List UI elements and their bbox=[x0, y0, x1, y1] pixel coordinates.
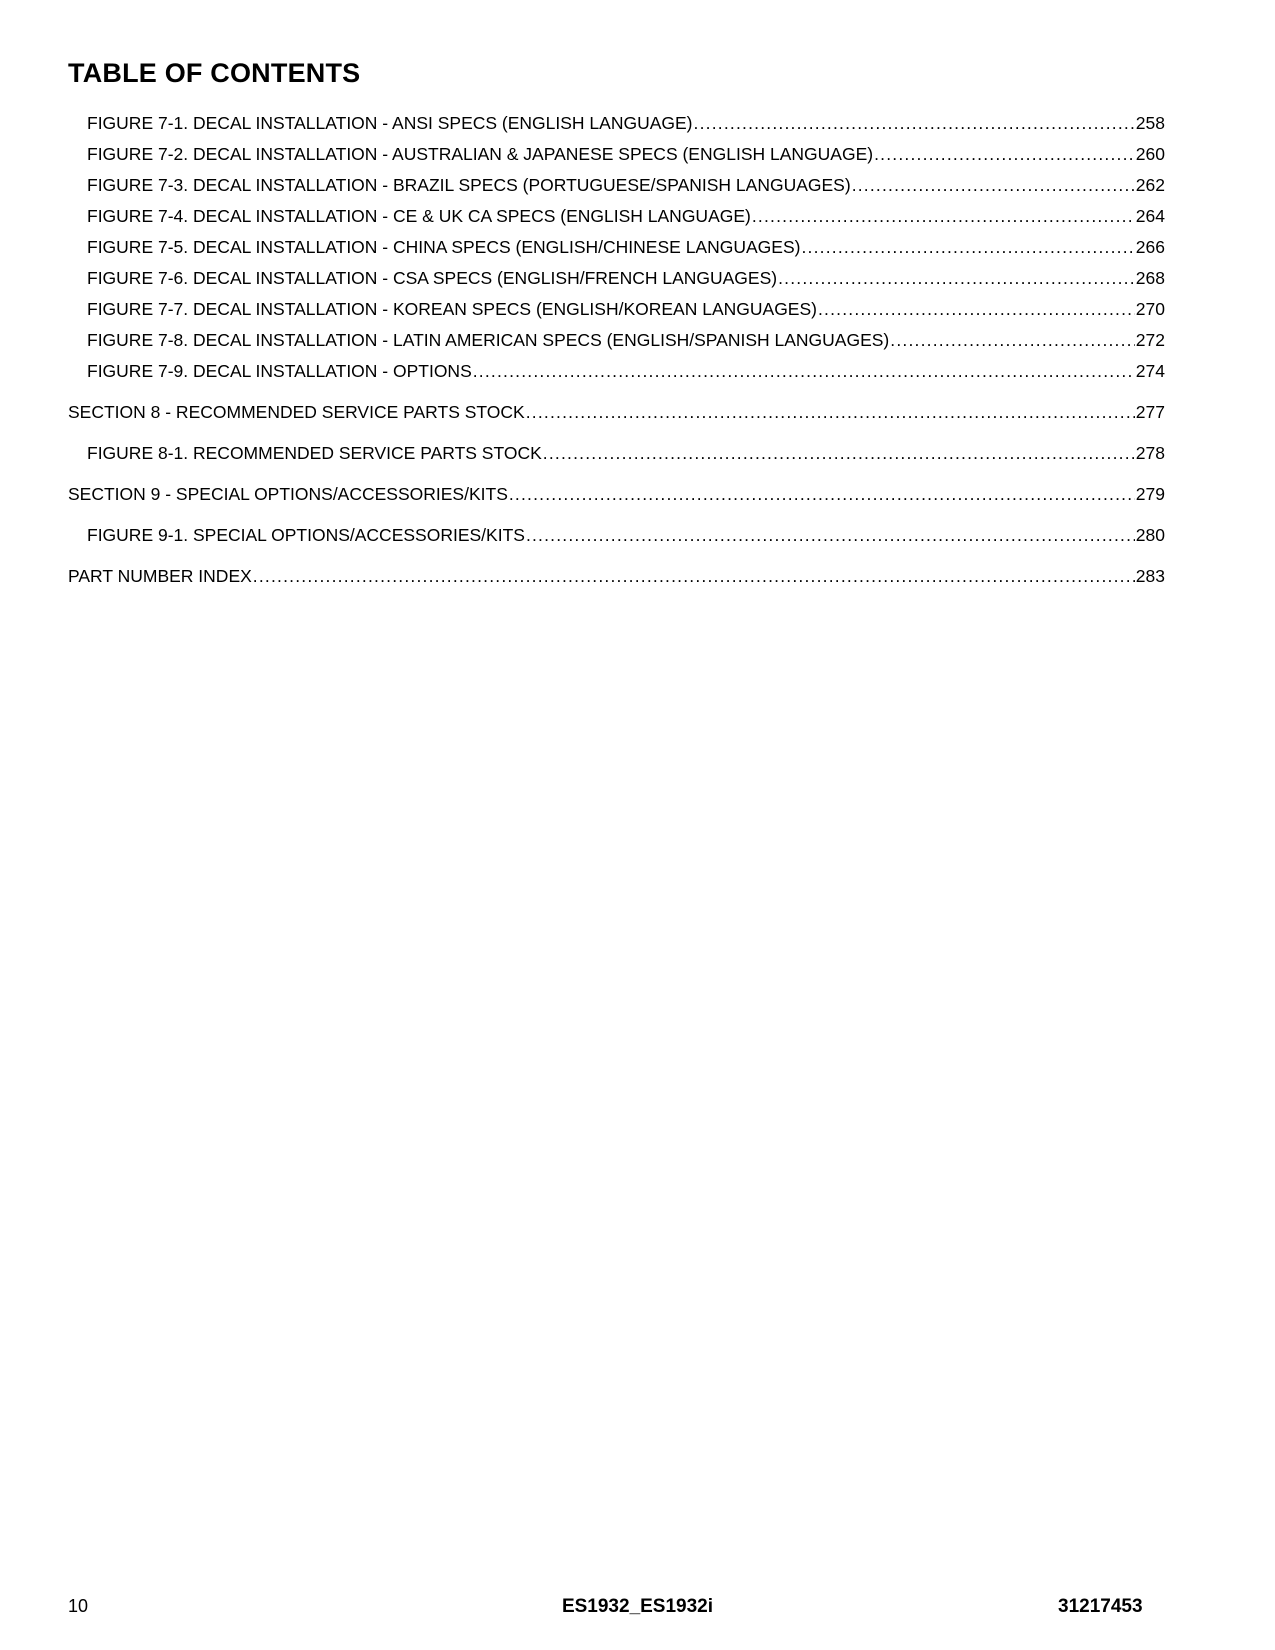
toc-entry-title: FIGURE 8-1. RECOMMENDED SERVICE PARTS STOCK bbox=[87, 443, 542, 463]
dot-leader bbox=[473, 360, 1135, 382]
dot-leader bbox=[801, 236, 1134, 258]
toc-entry-title: SECTION 8 - RECOMMENDED SERVICE PARTS STOCK bbox=[68, 402, 525, 422]
toc-entry-title: FIGURE 7-3. DECAL INSTALLATION - BRAZIL SPECS (PORTUGUESE/SPANISH LANGUAGES) bbox=[87, 175, 851, 195]
footer-page-number: 10 bbox=[68, 1596, 89, 1616]
toc-entry-figure-7-8[interactable] bbox=[87, 329, 1165, 351]
toc-entry-page: 277 bbox=[1135, 402, 1165, 422]
toc-entry-page: 280 bbox=[1135, 525, 1165, 545]
toc-entry-part-number-index[interactable] bbox=[68, 565, 1165, 587]
toc-entry-title: FIGURE 7-6. DECAL INSTALLATION - CSA SPECS (ENGLISH/FRENCH LANGUAGES) bbox=[87, 268, 778, 288]
toc-entry-title: FIGURE 7-9. DECAL INSTALLATION - OPTIONS bbox=[87, 361, 472, 381]
toc-entry-page: 266 bbox=[1135, 237, 1165, 257]
toc-entry-title: FIGURE 7-4. DECAL INSTALLATION - CE & UK CA SPECS (ENGLISH LANGUAGE) bbox=[87, 206, 751, 226]
dot-leader bbox=[526, 401, 1135, 423]
toc-entry-figure-7-4[interactable] bbox=[87, 205, 1165, 227]
toc-entry-page: 274 bbox=[1135, 361, 1165, 381]
dot-leader bbox=[509, 483, 1135, 505]
footer-doc-number: 31217453 bbox=[1058, 1596, 1143, 1617]
toc-entry-page: 262 bbox=[1135, 175, 1165, 195]
toc-entry-figure-7-3[interactable] bbox=[87, 174, 1165, 196]
toc-entry-title: SECTION 9 - SPECIAL OPTIONS/ACCESSORIES/KITS bbox=[68, 484, 508, 504]
toc-entry-page: 279 bbox=[1135, 484, 1165, 504]
toc-entry-title: FIGURE 7-2. DECAL INSTALLATION - AUSTRALIAN & JAPANESE SPECS (ENGLISH LANGUAGE) bbox=[87, 144, 874, 164]
dot-leader bbox=[778, 267, 1135, 289]
dot-leader bbox=[852, 174, 1135, 196]
dot-leader bbox=[253, 565, 1135, 587]
footer-model: ES1932_ES1932i bbox=[561, 1596, 714, 1617]
toc-entry-page: 268 bbox=[1135, 268, 1165, 288]
toc-entry-figure-7-9[interactable] bbox=[87, 360, 1165, 382]
dot-leader bbox=[874, 143, 1135, 165]
toc-entry-page: 258 bbox=[1135, 113, 1165, 133]
toc-entry-title: FIGURE 7-7. DECAL INSTALLATION - KOREAN SPECS (ENGLISH/KOREAN LANGUAGES) bbox=[87, 299, 817, 319]
dot-leader bbox=[526, 524, 1135, 546]
toc-entry-page: 272 bbox=[1135, 330, 1165, 350]
toc-entry-title: FIGURE 7-8. DECAL INSTALLATION - LATIN AMERICAN SPECS (ENGLISH/SPANISH LANGUAGES) bbox=[87, 330, 890, 350]
toc-entry-figure-7-7[interactable] bbox=[87, 298, 1165, 320]
toc-entry-page: 260 bbox=[1135, 144, 1165, 164]
dot-leader bbox=[543, 442, 1135, 464]
toc-entry-figure-8-1[interactable] bbox=[87, 442, 1165, 464]
toc-entry-figure-7-5[interactable] bbox=[87, 236, 1165, 258]
dot-leader bbox=[752, 205, 1135, 227]
toc-entry-title: FIGURE 7-1. DECAL INSTALLATION - ANSI SPECS (ENGLISH LANGUAGE) bbox=[87, 113, 693, 133]
toc-entry-title: FIGURE 9-1. SPECIAL OPTIONS/ACCESSORIES/KITS bbox=[87, 525, 525, 545]
dot-leader bbox=[818, 298, 1135, 320]
toc-entry-figure-9-1[interactable] bbox=[87, 524, 1165, 546]
toc-entry-page: 264 bbox=[1135, 206, 1165, 226]
toc-entry-section-8[interactable] bbox=[68, 401, 1165, 423]
toc-entry-figure-7-6[interactable] bbox=[87, 267, 1165, 289]
toc-entry-figure-7-2[interactable] bbox=[87, 143, 1165, 165]
toc-entry-title: PART NUMBER INDEX bbox=[68, 566, 252, 586]
page-title: TABLE OF CONTENTS bbox=[68, 58, 361, 88]
toc-entry-page: 278 bbox=[1135, 443, 1165, 463]
toc-entry-page: 283 bbox=[1135, 566, 1165, 586]
toc-entry-page: 270 bbox=[1135, 299, 1165, 319]
toc-entry-section-9[interactable] bbox=[68, 483, 1165, 505]
dot-leader bbox=[694, 112, 1135, 134]
dot-leader bbox=[890, 329, 1135, 351]
toc-entry-title: FIGURE 7-5. DECAL INSTALLATION - CHINA SPECS (ENGLISH/CHINESE LANGUAGES) bbox=[87, 237, 801, 257]
toc-entry-figure-7-1[interactable] bbox=[87, 112, 1165, 134]
